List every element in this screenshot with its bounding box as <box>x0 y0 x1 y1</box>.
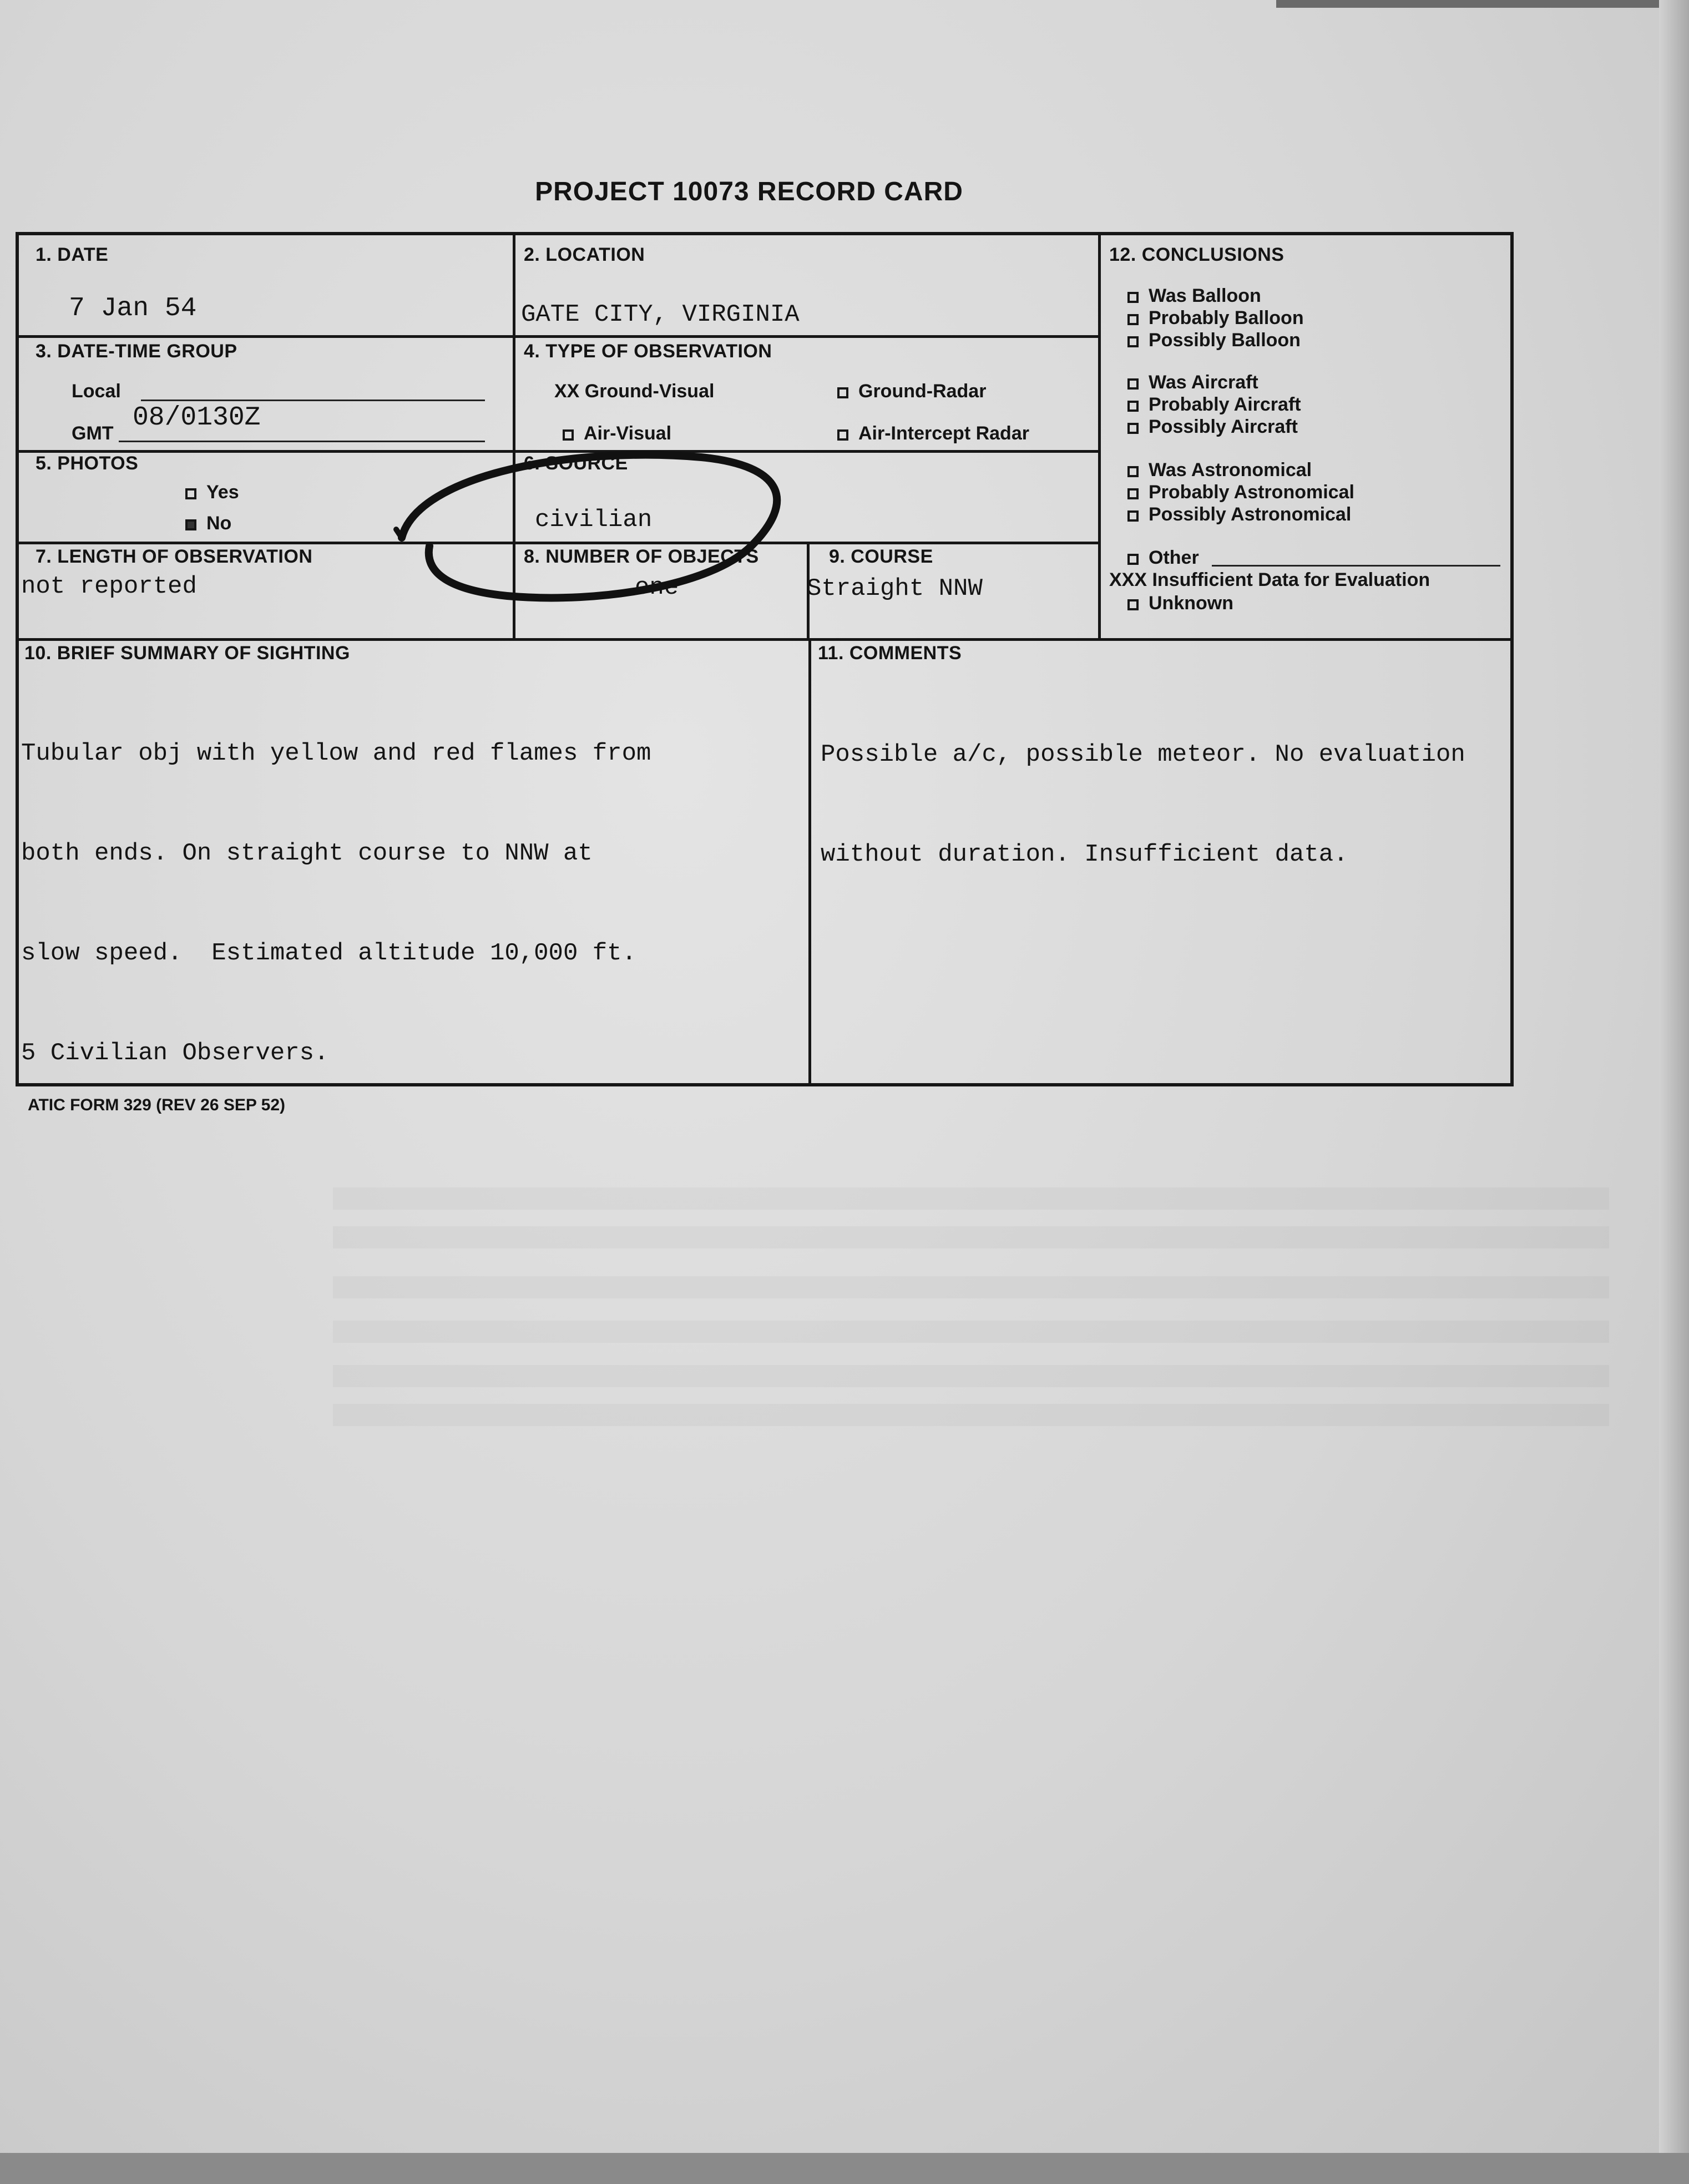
local-label: Local <box>72 381 121 402</box>
summary-label: 10. BRIEF SUMMARY OF SIGHTING <box>24 643 350 664</box>
ground-visual-option: XX Ground-Visual <box>554 381 715 402</box>
photos-no-option: No <box>185 513 231 534</box>
conclusion-insufficient-data: XXX Insufficient Data for Evaluation <box>1109 569 1430 590</box>
objects-value: one <box>635 574 679 601</box>
dtg-label: 3. DATE-TIME GROUP <box>36 341 237 362</box>
comments-line: without duration. Insufficient data. <box>821 841 1348 868</box>
handdrawn-circle-mark <box>19 235 1517 1090</box>
source-value: civilian <box>535 506 653 534</box>
course-label: 9. COURSE <box>829 546 933 567</box>
conclusion-possibly-aircraft: Possibly Aircraft <box>1127 416 1298 438</box>
conclusion-probably-aircraft: Probably Aircraft <box>1127 394 1301 416</box>
conclusion-other: Other <box>1127 547 1199 569</box>
scan-edge-right <box>1659 0 1689 2184</box>
summary-line: Tubular obj with yellow and red flames from <box>21 740 651 767</box>
bleed-through-text <box>333 1187 1609 1210</box>
conclusion-possibly-astronomical: Possibly Astronomical <box>1127 504 1351 525</box>
length-value: not reported <box>21 573 197 600</box>
gmt-value: 08/0130Z <box>133 403 261 433</box>
gmt-label: GMT <box>72 423 114 444</box>
objects-label: 8. NUMBER OF OBJECTS <box>524 546 759 567</box>
obs-type-label: 4. TYPE OF OBSERVATION <box>524 341 772 362</box>
scan-edge-bottom <box>0 2153 1689 2184</box>
location-label: 2. LOCATION <box>524 244 645 265</box>
length-label: 7. LENGTH OF OBSERVATION <box>36 546 313 567</box>
form-footer: ATIC FORM 329 (REV 26 SEP 52) <box>28 1096 286 1114</box>
conclusion-possibly-balloon: Possibly Balloon <box>1127 330 1301 351</box>
summary-line: 5 Civilian Observers. <box>21 1039 329 1067</box>
bleed-through-text <box>333 1404 1609 1426</box>
air-intercept-option: Air-Intercept Radar <box>837 423 1029 444</box>
conclusion-probably-astronomical: Probably Astronomical <box>1127 482 1354 503</box>
conclusion-unknown: Unknown <box>1127 593 1233 614</box>
summary-line: both ends. On straight course to NNW at <box>21 840 593 867</box>
conclusion-probably-balloon: Probably Balloon <box>1127 307 1304 329</box>
ground-radar-option: Ground-Radar <box>837 381 986 402</box>
conclusion-was-aircraft: Was Aircraft <box>1127 372 1258 393</box>
scan-edge-top <box>1276 0 1689 8</box>
bleed-through-text <box>333 1226 1609 1248</box>
date-value: 7 Jan 54 <box>69 294 197 323</box>
photos-label: 5. PHOTOS <box>36 453 139 474</box>
record-card <box>16 232 1514 1086</box>
photos-yes-option: Yes <box>185 482 239 503</box>
bleed-through-text <box>333 1276 1609 1298</box>
summary-line: slow speed. Estimated altitude 10,000 ft. <box>21 939 636 967</box>
conclusion-was-astronomical: Was Astronomical <box>1127 459 1312 481</box>
conclusions-label: 12. CONCLUSIONS <box>1109 244 1285 265</box>
card-title: PROJECT 10073 RECORD CARD <box>535 177 963 206</box>
comments-line: Possible a/c, possible meteor. No evaluation <box>821 741 1465 769</box>
location-value: GATE CITY, VIRGINIA <box>521 301 800 328</box>
comments-label: 11. COMMENTS <box>818 643 962 664</box>
bleed-through-text <box>333 1365 1609 1387</box>
date-label: 1. DATE <box>36 244 109 265</box>
bleed-through-text <box>333 1321 1609 1343</box>
course-value: Straight NNW <box>807 575 983 603</box>
source-label: 6. SOURCE <box>524 453 628 474</box>
conclusion-was-balloon: Was Balloon <box>1127 285 1261 307</box>
air-visual-option: Air-Visual <box>563 423 671 444</box>
